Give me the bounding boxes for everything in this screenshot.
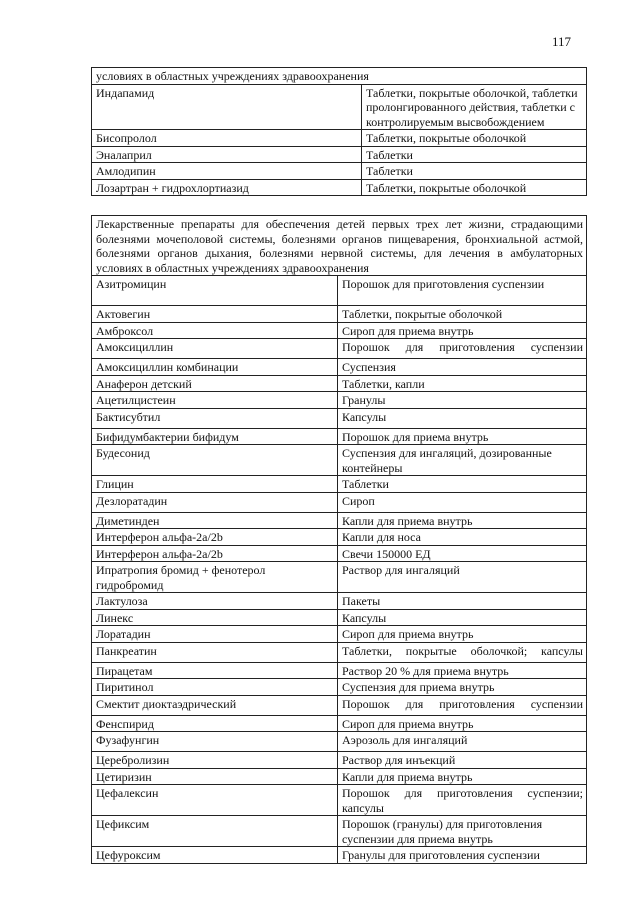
drug-name-cell: Бифидумбактерии бифидум bbox=[92, 428, 338, 445]
drug-name-cell: Бисопролол bbox=[92, 130, 362, 147]
dosage-form-cell: Таблетки, покрытые оболочкой bbox=[338, 306, 587, 323]
drug-name-cell: Диметинден bbox=[92, 512, 338, 529]
table-header-row bbox=[92, 216, 587, 276]
drug-table-2 bbox=[91, 215, 587, 864]
dosage-form-cell: Сироп bbox=[338, 492, 587, 512]
table-row bbox=[92, 179, 587, 196]
dosage-form-cell: Таблетки, капли bbox=[338, 375, 587, 392]
dosage-form-cell: Капсулы bbox=[338, 609, 587, 626]
drug-name-cell: Фенспирид bbox=[92, 715, 338, 732]
table-row bbox=[92, 816, 587, 847]
table-row bbox=[92, 609, 587, 626]
dosage-form-cell: Сироп для приема внутрь bbox=[338, 626, 587, 643]
dosage-form-cell: Таблетки bbox=[362, 163, 587, 180]
table-header: Лекарственные препараты для обеспечения детей первых трех лет жизни, страдающими болезнями мочеполовой системы, болезнями органов пищеварения, бронхиальной астмой, болезнями органов дыхания, болезнями нервной системы, для лечения в амбулаторных условиях в областных учреждениях здравоохранения bbox=[92, 216, 587, 276]
drug-name-cell: Лактулоза bbox=[92, 593, 338, 610]
dosage-form-cell: Капли для приема внутрь bbox=[338, 768, 587, 785]
table-row bbox=[92, 847, 587, 864]
page-number: 117 bbox=[552, 34, 572, 49]
dosage-form-cell: Таблетки bbox=[338, 476, 587, 493]
dosage-form-cell: Суспензия bbox=[338, 359, 587, 376]
dosage-form-cell: Раствор 20 % для приема внутрь bbox=[338, 662, 587, 679]
drug-name-cell: Эналаприл bbox=[92, 146, 362, 163]
dosage-form-cell: Порошок для приготовления суспензии bbox=[338, 276, 587, 306]
table-row bbox=[92, 752, 587, 769]
drug-name-cell: Цефиксим bbox=[92, 816, 338, 847]
drug-name-cell: Церебролизин bbox=[92, 752, 338, 769]
dosage-form-cell: Порошок для приготовления суспензии bbox=[338, 695, 587, 715]
dosage-form-cell: Гранулы для приготовления суспензии bbox=[338, 847, 587, 864]
drug-name-cell: Актовегин bbox=[92, 306, 338, 323]
drug-name-cell: Цефалексин bbox=[92, 785, 338, 816]
drug-name-cell: Пиритинол bbox=[92, 679, 338, 696]
dosage-form-cell: Суспензия для ингаляций, дозированные контейнеры bbox=[338, 445, 587, 476]
drug-name-cell: Амоксициллин комбинации bbox=[92, 359, 338, 376]
drug-name-cell: Интерферон альфа-2а/2b bbox=[92, 545, 338, 562]
drug-name-cell: Ацетилцистеин bbox=[92, 392, 338, 409]
table-row bbox=[92, 562, 587, 593]
drug-table-1 bbox=[91, 67, 587, 196]
table-row bbox=[92, 492, 587, 512]
drug-name-cell: Цефуроксим bbox=[92, 847, 338, 864]
table-row bbox=[92, 428, 587, 445]
dosage-form-cell: Суспензия для приема внутрь bbox=[338, 679, 587, 696]
table-row bbox=[92, 322, 587, 339]
dosage-form-cell: Свечи 150000 ЕД bbox=[338, 545, 587, 562]
table-row bbox=[92, 84, 587, 130]
drug-name-cell: Лоратадин bbox=[92, 626, 338, 643]
table-row bbox=[92, 695, 587, 715]
table-row bbox=[92, 146, 587, 163]
drug-name-cell: Линекс bbox=[92, 609, 338, 626]
drug-name-cell: Глицин bbox=[92, 476, 338, 493]
table-row bbox=[92, 545, 587, 562]
table-row bbox=[92, 626, 587, 643]
table-row bbox=[92, 306, 587, 323]
drug-name-cell: Амлодипин bbox=[92, 163, 362, 180]
table-row bbox=[92, 593, 587, 610]
drug-name-cell: Панкреатин bbox=[92, 642, 338, 662]
dosage-form-cell: Таблетки, покрытые оболочкой; капсулы bbox=[338, 642, 587, 662]
dosage-form-cell: Таблетки, покрытые оболочкой bbox=[362, 179, 587, 196]
dosage-form-cell: Таблетки bbox=[362, 146, 587, 163]
dosage-form-cell: Порошок для приема внутрь bbox=[338, 428, 587, 445]
table-row bbox=[92, 529, 587, 546]
dosage-form-cell: Пакеты bbox=[338, 593, 587, 610]
drug-name-cell: Фузафунгин bbox=[92, 732, 338, 752]
drug-name-cell: Бактисубтил bbox=[92, 408, 338, 428]
dosage-form-cell: Порошок для приготовления суспензии; капсулы bbox=[338, 785, 587, 816]
drug-name-cell: Лозартран + гидрохлортиазид bbox=[92, 179, 362, 196]
drug-name-cell: Ипратропия бромид + фенотерол гидробромид bbox=[92, 562, 338, 593]
dosage-form-cell: Гранулы bbox=[338, 392, 587, 409]
table-row bbox=[92, 392, 587, 409]
table-row bbox=[92, 768, 587, 785]
table-header-row bbox=[92, 68, 587, 85]
dosage-form-cell: Раствор для инъекций bbox=[338, 752, 587, 769]
drug-name-cell: Дезлоратадин bbox=[92, 492, 338, 512]
drug-name-cell: Будесонид bbox=[92, 445, 338, 476]
table-row bbox=[92, 339, 587, 359]
dosage-form-cell: Капсулы bbox=[338, 408, 587, 428]
table-row bbox=[92, 359, 587, 376]
drug-name-cell: Смектит диоктаэдрический bbox=[92, 695, 338, 715]
dosage-form-cell: Порошок (гранулы) для приготовления суспензии для приема внутрь bbox=[338, 816, 587, 847]
table-row bbox=[92, 375, 587, 392]
table-row bbox=[92, 662, 587, 679]
dosage-form-cell: Капли для приема внутрь bbox=[338, 512, 587, 529]
drug-name-cell: Амоксициллин bbox=[92, 339, 338, 359]
table-header: условиях в областных учреждениях здравоохранения bbox=[92, 68, 587, 85]
drug-name-cell: Цетиризин bbox=[92, 768, 338, 785]
table-row bbox=[92, 163, 587, 180]
drug-name-cell: Индапамид bbox=[92, 84, 362, 130]
table-row bbox=[92, 642, 587, 662]
drug-name-cell: Пирацетам bbox=[92, 662, 338, 679]
dosage-form-cell: Раствор для ингаляций bbox=[338, 562, 587, 593]
drug-name-cell: Анаферон детский bbox=[92, 375, 338, 392]
dosage-form-cell: Таблетки, покрытые оболочкой bbox=[362, 130, 587, 147]
table-row bbox=[92, 276, 587, 306]
table-row bbox=[92, 130, 587, 147]
table-row bbox=[92, 408, 587, 428]
table-row bbox=[92, 785, 587, 816]
table-row bbox=[92, 512, 587, 529]
dosage-form-cell: Порошок для приготовления суспензии bbox=[338, 339, 587, 359]
table-row bbox=[92, 445, 587, 476]
table-row bbox=[92, 732, 587, 752]
table-row bbox=[92, 715, 587, 732]
drug-name-cell: Азитромицин bbox=[92, 276, 338, 306]
dosage-form-cell: Таблетки, покрытые оболочкой, таблетки пролонгированного действия, таблетки с контролируемым высвобождением bbox=[362, 84, 587, 130]
table-row bbox=[92, 476, 587, 493]
dosage-form-cell: Капли для носа bbox=[338, 529, 587, 546]
drug-name-cell: Амброксол bbox=[92, 322, 338, 339]
dosage-form-cell: Аэрозоль для ингаляций bbox=[338, 732, 587, 752]
table-row bbox=[92, 679, 587, 696]
dosage-form-cell: Сироп для приема внутрь bbox=[338, 715, 587, 732]
dosage-form-cell: Сироп для приема внутрь bbox=[338, 322, 587, 339]
drug-name-cell: Интерферон альфа-2а/2b bbox=[92, 529, 338, 546]
